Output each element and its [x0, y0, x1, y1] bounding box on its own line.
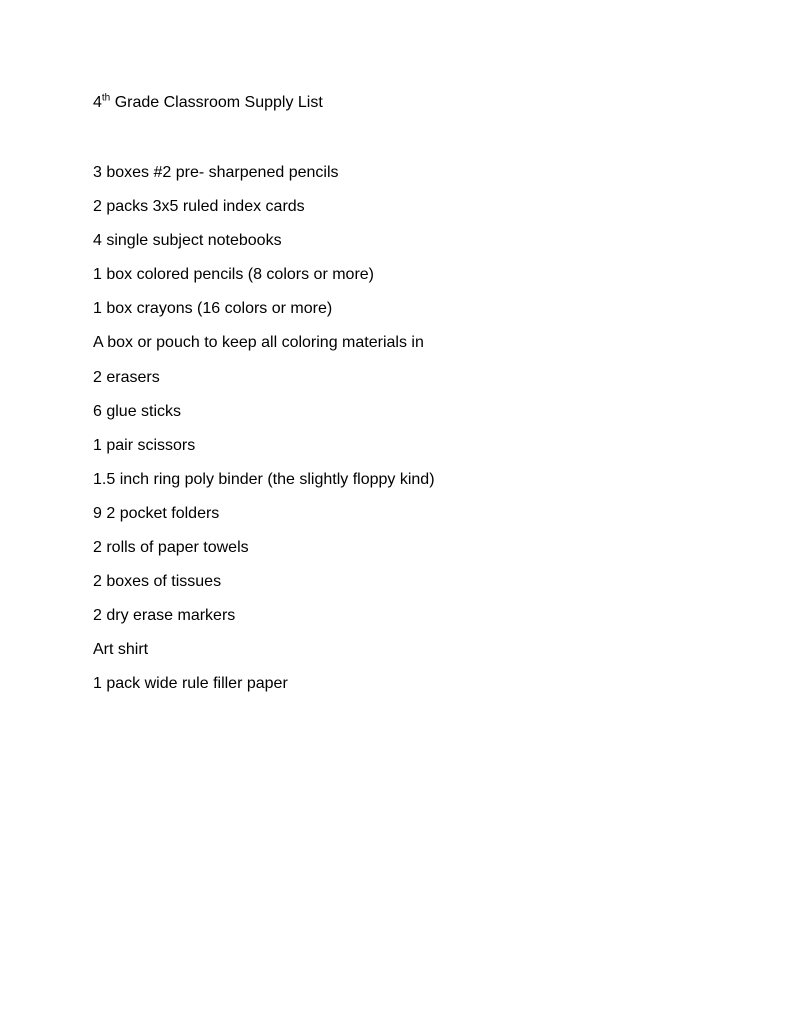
list-item: 1 box crayons (16 colors or more): [93, 300, 333, 318]
list-item: 9 2 pocket folders: [93, 504, 220, 522]
title-grade-number: 4: [93, 94, 102, 111]
list-item: 1 pair scissors: [93, 436, 196, 454]
list-item: 3 boxes #2 pre- sharpened pencils: [93, 164, 339, 181]
supply-list: [93, 163, 435, 709]
list-item: 1 box colored pencils (8 colors or more): [93, 266, 375, 284]
list-item: 2 rolls of paper towels: [93, 539, 249, 557]
page-title: [93, 93, 323, 113]
list-item: 1.5 inch ring poly binder (the slightly floppy kind): [93, 470, 435, 488]
list-item: 2 erasers: [93, 368, 160, 386]
list-item: Art shirt: [93, 641, 149, 659]
list-item: 6 glue sticks: [93, 402, 182, 420]
list-item: A box or pouch to keep all coloring materials in: [93, 334, 424, 352]
title-ordinal-suffix: th: [101, 92, 111, 104]
list-item: 2 packs 3x5 ruled index cards: [93, 198, 305, 216]
list-item: 2 boxes of tissues: [93, 573, 222, 591]
list-item: 1 pack wide rule filler paper: [93, 675, 288, 693]
list-item: 2 dry erase markers: [93, 607, 236, 625]
list-item: 4 single subject notebooks: [93, 232, 282, 250]
title-text: Grade Classroom Supply List: [110, 94, 323, 111]
